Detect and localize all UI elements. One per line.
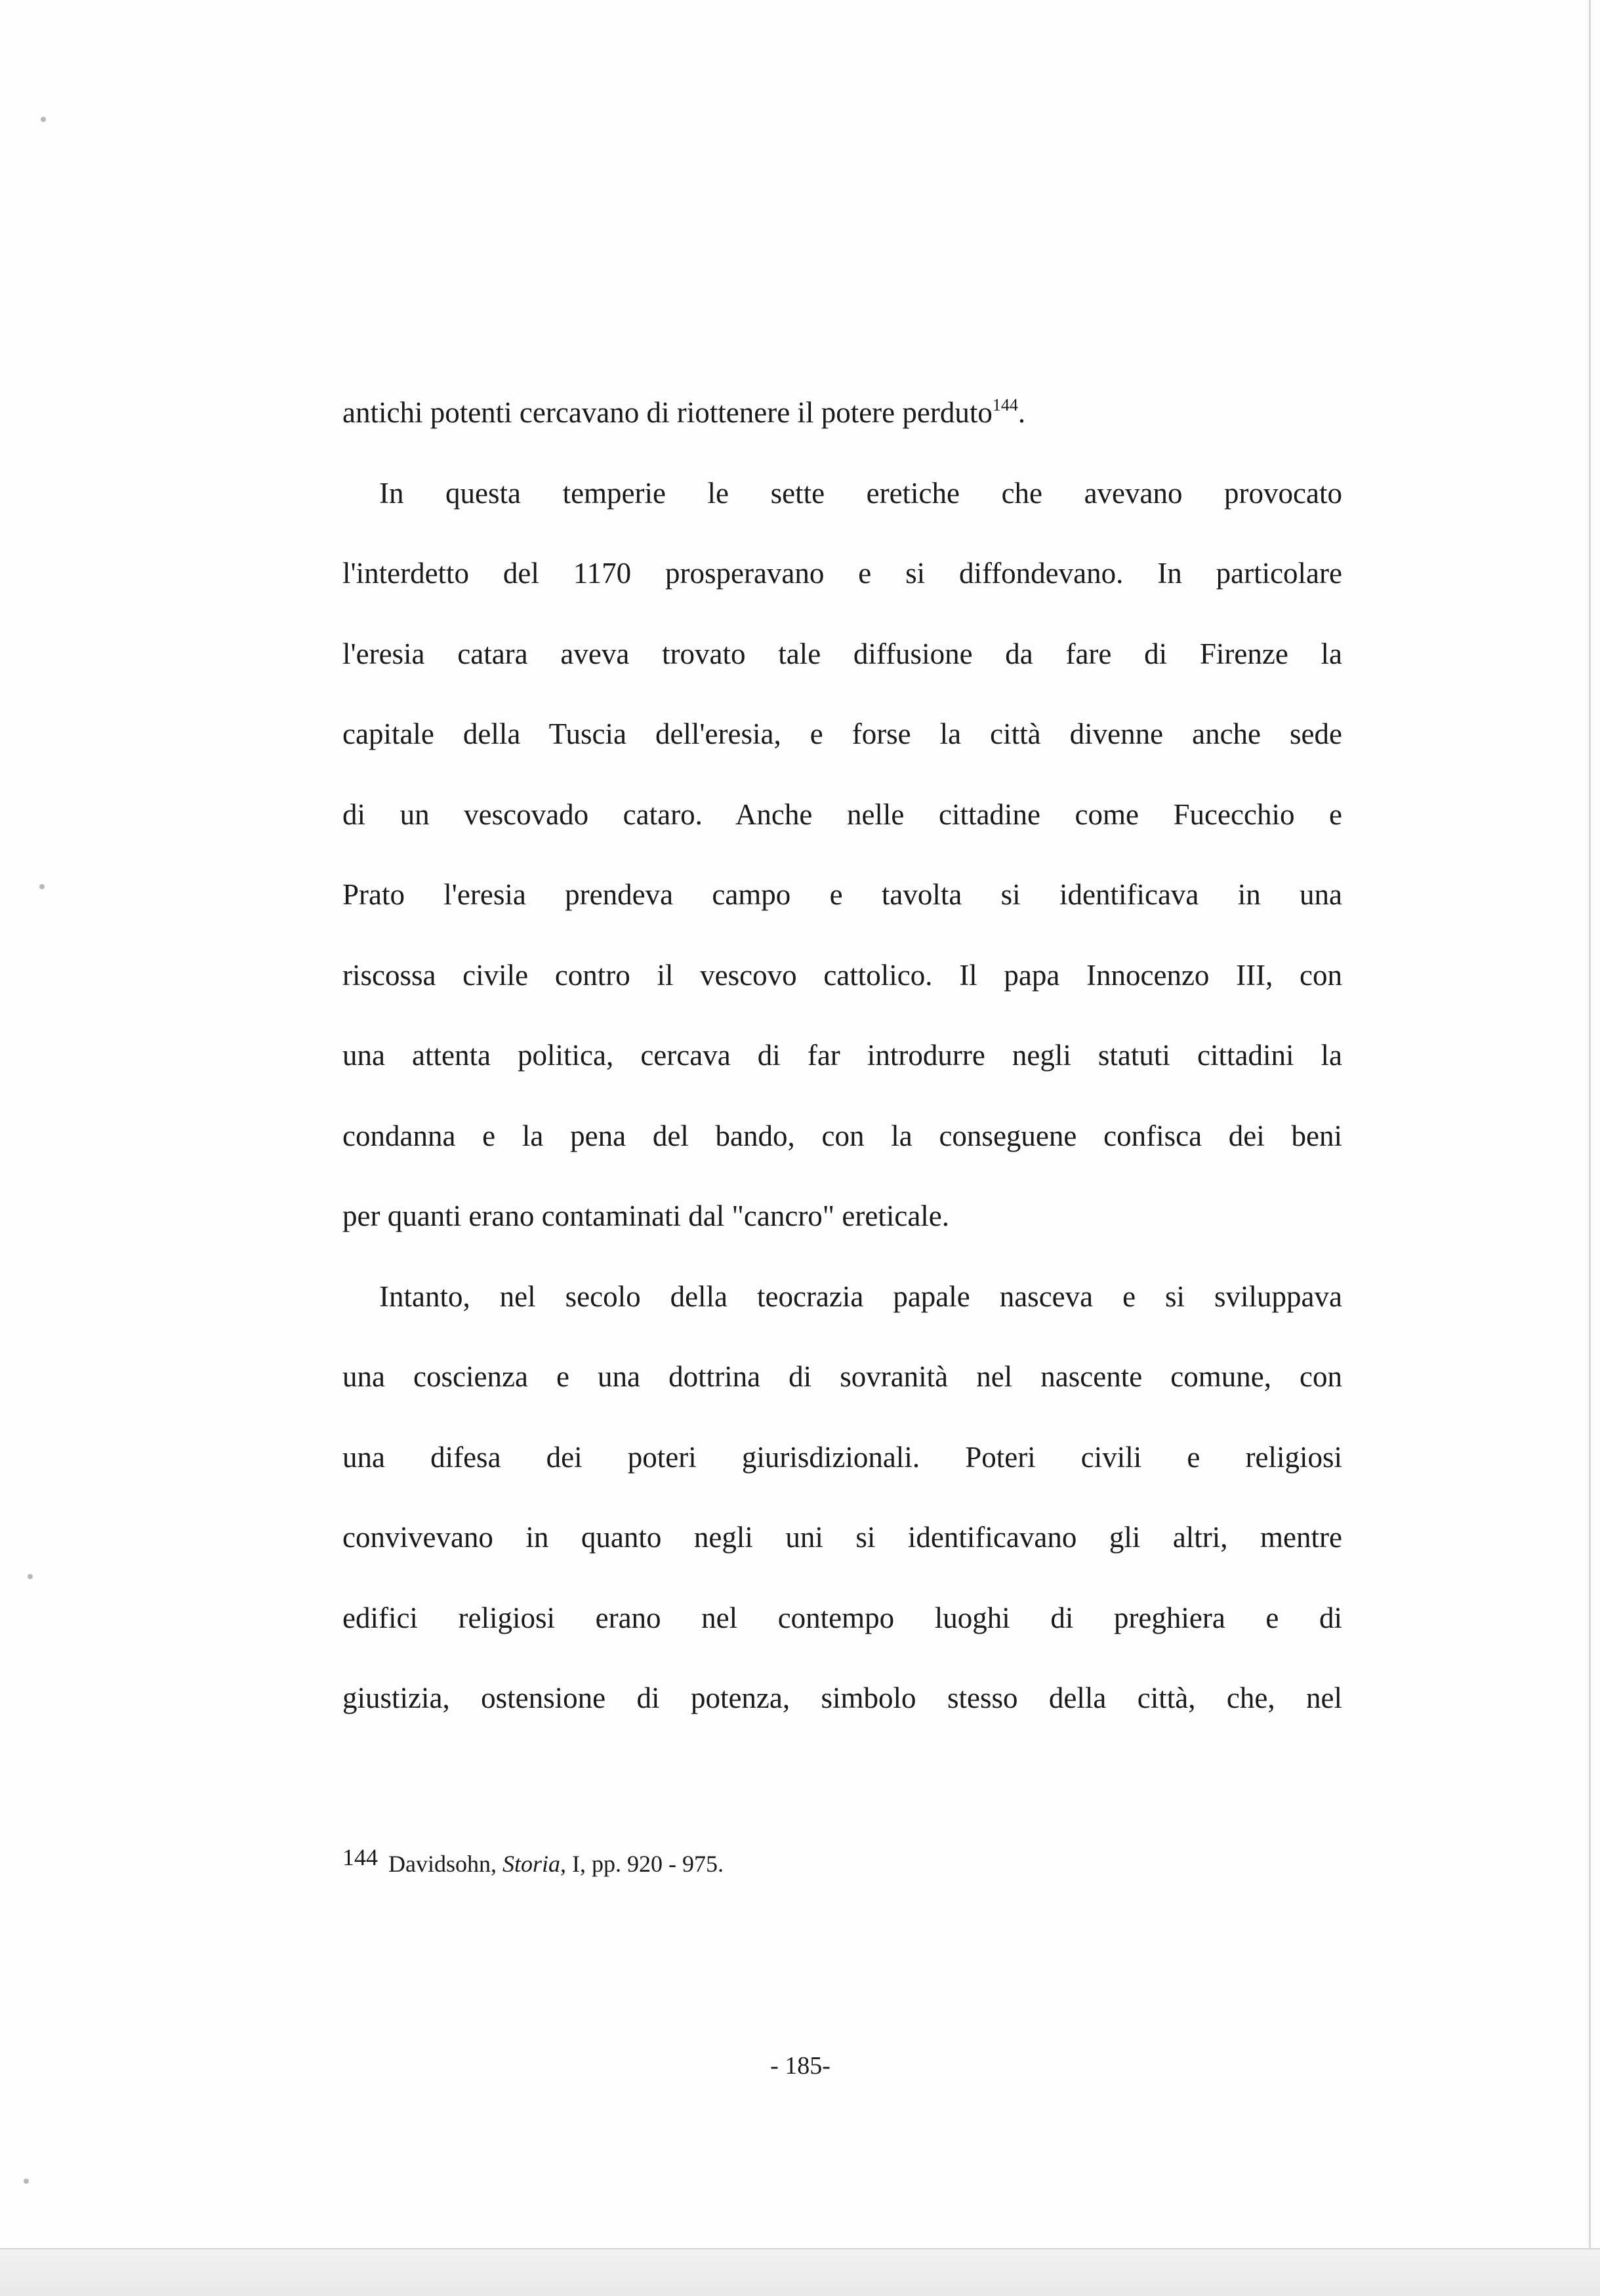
text-line: di un vescovado cataro. Anche nelle cittadine come Fucecchio e (342, 797, 1342, 831)
page-right-edge (1589, 0, 1591, 2249)
footnote-details: , I, pp. 920 - 975. (560, 1851, 724, 1877)
text-line: edifici religiosi erano nel contempo luoghi di preghiera e di (342, 1601, 1342, 1634)
text-line: l'interdetto del 1170 prosperavano e si diffondevano. In particolare (342, 557, 1342, 590)
footnote-author: Davidsohn, (388, 1851, 503, 1877)
text-line: giustizia, ostensione di potenza, simbolo stesso della città, che, nel (342, 1682, 1342, 1714)
scan-speck (28, 1574, 33, 1579)
text-line: condanna e la pena del bando, con la conseguene confisca dei beni (342, 1119, 1342, 1152)
text-line: capitale della Tuscia dell'eresia, e forse la città divenne anche sede (342, 717, 1342, 750)
footnote (342, 1838, 1342, 1883)
text-line: una attenta politica, cercava di far introdurre negli statuti cittadini la (342, 1039, 1342, 1072)
page-number: - 185- (770, 2052, 831, 2080)
text-line: convivevano in quanto negli uni si identificavano gli altri, mentre (342, 1521, 1342, 1554)
text-line: Intanto, nel secolo della teocrazia papale nasceva e si sviluppava (379, 1279, 1342, 1313)
footnote-title: Storia (503, 1851, 561, 1877)
scan-speck (39, 884, 45, 889)
text-line: Prato l'eresia prendeva campo e tavolta si identificava in una (342, 878, 1342, 911)
text-line: una difesa dei poteri giurisdizionali. Poteri civili e religiosi (342, 1440, 1342, 1474)
footnote-reference: 144 (992, 395, 1018, 414)
text-line: In questa temperie le sette eretiche che avevano provocato (379, 476, 1342, 510)
text-line: l'eresia catara aveva trovato tale diffusione da fare di Firenze la (342, 637, 1342, 670)
footnote-number: 144 (342, 1844, 378, 1870)
scan-speck (24, 2179, 29, 2184)
page-bottom-edge (0, 2248, 1600, 2296)
text-line: antichi potenti cercavano di riottenere il potere perduto$^{144}$. (342, 395, 1026, 429)
scan-speck (41, 117, 46, 122)
body-text (342, 373, 1342, 1739)
text-line: una coscienza e una dottrina di sovranità nel nascente comune, con (342, 1360, 1342, 1393)
text-line: per quanti erano contaminati dal "cancro" ereticale. (342, 1199, 950, 1232)
text-line: riscossa civile contro il vescovo cattolico. Il papa Innocenzo III, con (342, 958, 1342, 992)
